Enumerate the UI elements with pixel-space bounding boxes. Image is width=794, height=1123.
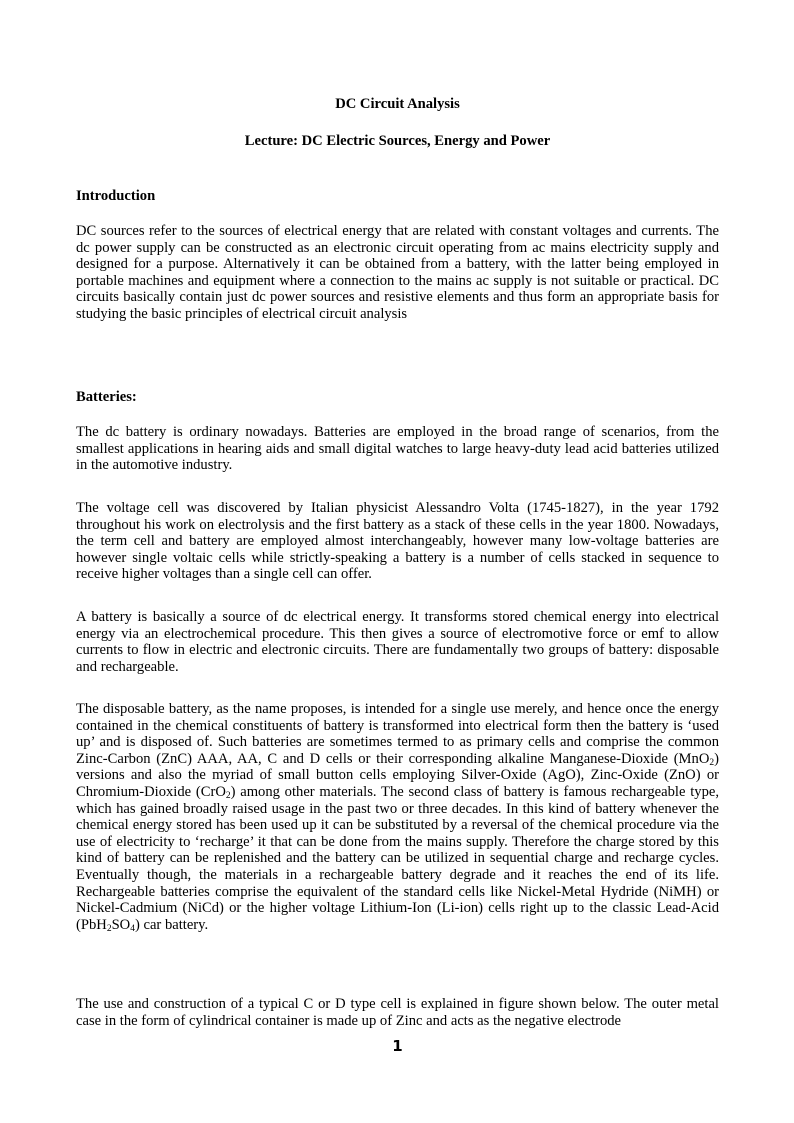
paragraph-disposable-rechargeable (76, 701, 719, 933)
subscript: 2 (106, 923, 112, 934)
page-number: 1 (392, 1037, 403, 1055)
text-run: SO (111, 916, 131, 933)
text-run: ) versions and also the myriad of small button cells employing Silver-Oxide (AgO), Zinc-Oxide (ZnO) or Chromium-Dioxide (CrO (76, 750, 719, 800)
subscript: 2 (709, 757, 715, 768)
paragraph-volta-history: The voltage cell was discovered by Italian physicist Alessandro Volta (1745-1827), in the year 1792 throughout his work on electrolysis and the first battery as a stack of these cells in the year 1800. Nowadays, the term cell and battery are employed almost interchangeably, however many low-voltage batteries are however single voltaic cells while strictly-speaking a battery is a number of cells stacked in sequence to receive higher voltages than a single cell can offer. (76, 500, 719, 583)
section-heading-introduction: Introduction (76, 188, 156, 204)
document-subtitle: Lecture: DC Electric Sources, Energy and Power (244, 133, 551, 149)
text-run: ) among other materials. The second class of battery is famous rechargeable type, which has gained broadly raised usage in the past two or three decades. In this kind of battery whenever the chemical energy stored has been used up it can be substituted by a reversal of the chemical procedure via the use of electricity to ‘recharge’ it that can be done from the mains supply. Therefore the charge stored by this kind of battery can be replenished and the battery can be utilized in sequential charge and recharge cycles. Eventually though, the materials in a rechargeable battery degrade and it reaches the end of its life. Rechargeable batteries comprise the equivalent of the standard cells like Nickel-Metal Hydride (NiMH) or Nickel-Cadmium (NiCd) or the higher voltage Lithium-Ion (Li-ion) cells right up to the classic Lead-Acid (PbH (76, 783, 719, 933)
document-title: DC Circuit Analysis (335, 96, 460, 112)
paragraph-battery-definition: A battery is basically a source of dc electrical energy. It transforms stored chemical energy into electrical energy via an electrochemical procedure. This then gives a source of electromotive force or emf to allow currents to flow in electric and electronic circuits. There are fundamentally two groups of battery: disposable and rechargeable. (76, 609, 719, 675)
paragraph-batteries-overview: The dc battery is ordinary nowadays. Batteries are employed in the broad range of scenarios, from the smallest applications in hearing aids and small digital watches to large heavy-duty lead acid batteries utilized in the automotive industry. (76, 424, 719, 474)
text-run: ) car battery. (134, 916, 209, 933)
subscript: 2 (225, 790, 231, 801)
section-heading-batteries: Batteries: (76, 389, 137, 405)
subscript: 4 (130, 923, 135, 934)
text-run: The disposable battery, as the name proposes, is intended for a single use merely, and hence once the energy contained in the chemical constituents of battery is transformed into electrical form then the battery is ‘used up’ and is disposed of. Such batteries are sometimes termed to as primary cells and comprise the common Zinc-Carbon (ZnC) AAA, AA, C and D cells or their corresponding alkaline Manganese-Dioxide (MnO (76, 701, 719, 767)
paragraph-introduction: DC sources refer to the sources of electrical energy that are related with constant voltages and currents. The dc power supply can be constructed as an electronic circuit operating from ac mains electricity supply and designed for a purpose. Alternatively it can be obtained from a battery, with the latter being employed in portable machines and equipment where a connection to the mains ac supply is not suitable or practical. DC circuits basically contain just dc power sources and resistive elements and thus form an appropriate basis for studying the basic principles of electrical circuit analysis (76, 223, 719, 322)
paragraph-cell-construction: The use and construction of a typical C or D type cell is explained in figure shown below. The outer metal case in the form of cylindrical container is made up of Zinc and acts as the negative electrode (76, 996, 719, 1029)
